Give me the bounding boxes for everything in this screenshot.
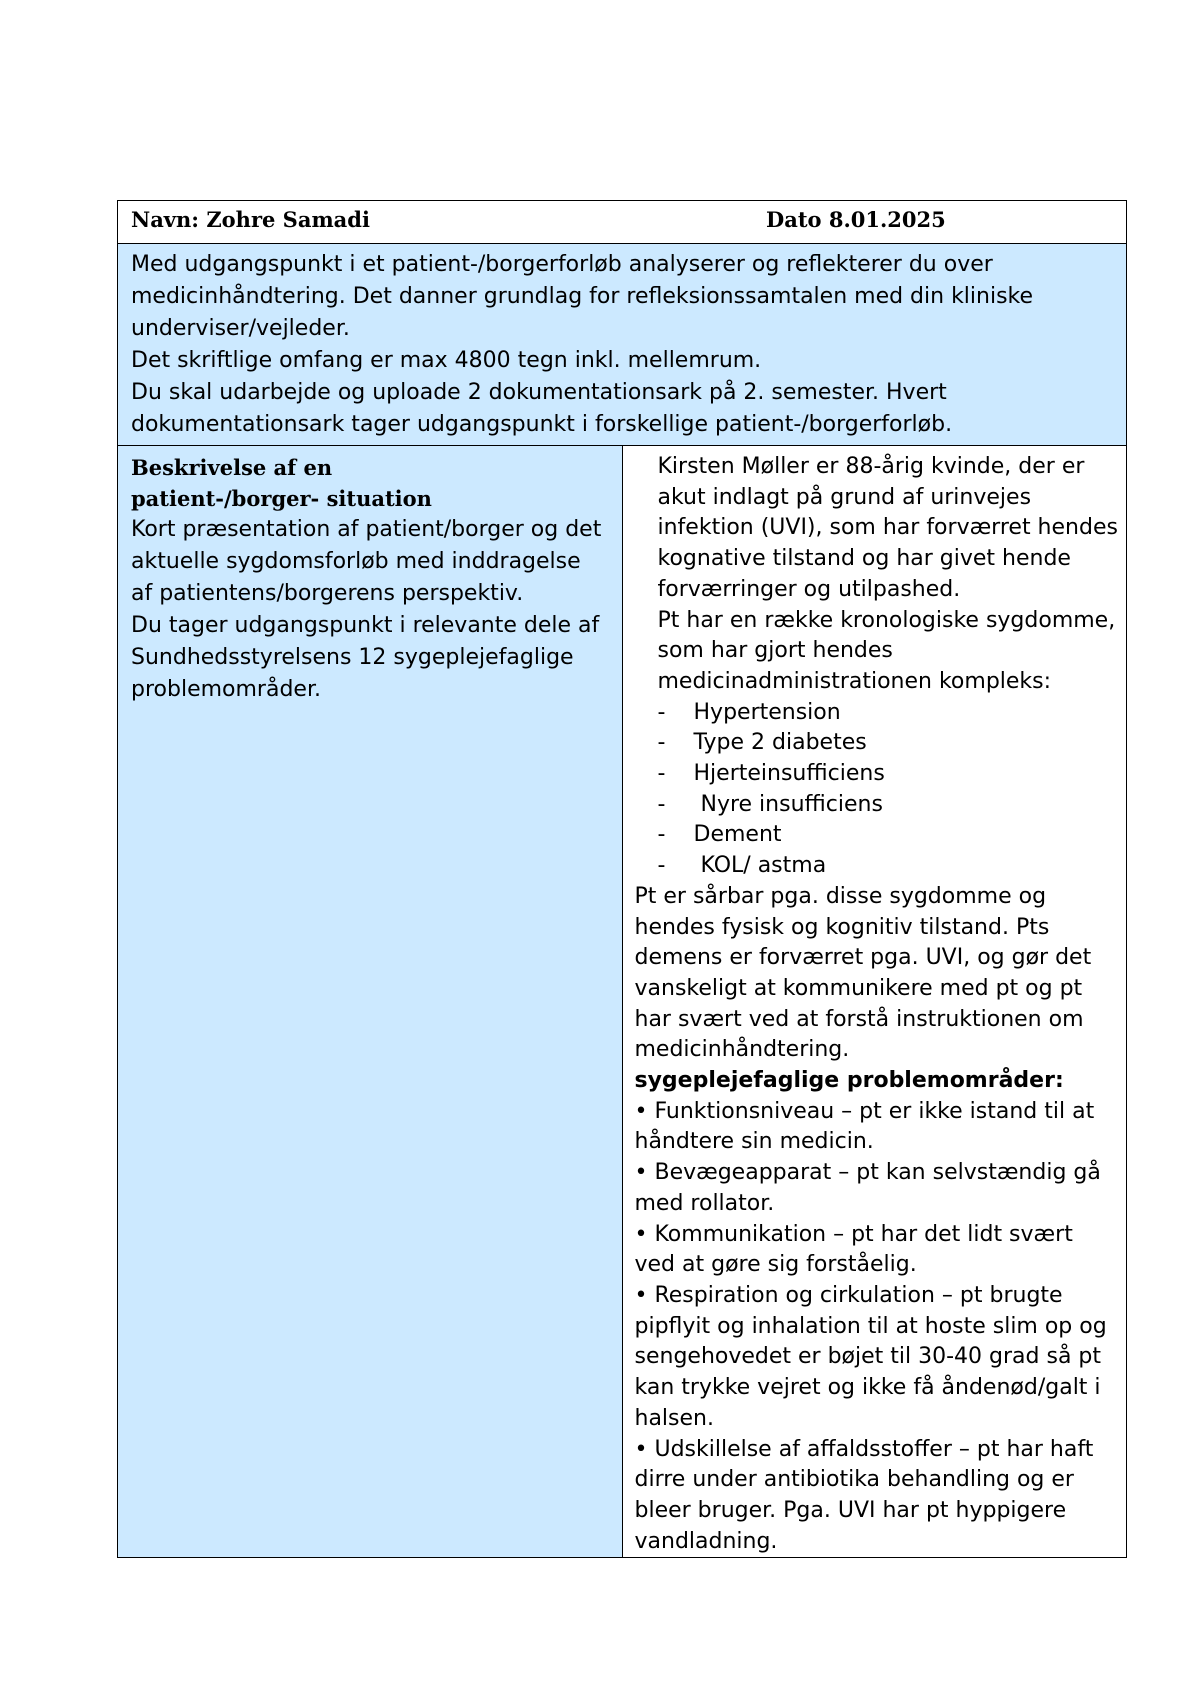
disease-label: Hypertension <box>693 699 841 725</box>
list-item <box>658 851 1119 882</box>
disease-list <box>635 698 1119 882</box>
disease-label: KOL/ astma <box>693 853 827 879</box>
intro-cell <box>118 244 1127 446</box>
dash-bullet: - <box>657 730 666 756</box>
section-heading-line: patient-/borger- situation <box>131 486 432 511</box>
list-item <box>658 820 1119 851</box>
problem-item: • Respiration og cirkulation – pt brugte pipflyit og inhalation til at hoste slim op og sengehovedet er bøjet til 30-40 grad så pt kan trykke vejret og ikke få åndenød/galt i halsen. <box>634 1282 1107 1431</box>
header-cell <box>118 201 1127 244</box>
problems-heading: sygeplejefaglige problemområder: <box>634 1068 1064 1094</box>
dash-bullet: - <box>657 822 666 848</box>
problem-item: • Kommunikation – pt har det lidt svært ved at gøre sig forståelig. <box>634 1221 1073 1278</box>
intro-paragraph: Du skal udarbejde og uploade 2 dokumentationsark på 2. semester. Hvert dokumentationsark tager udgangspunkt i forskellige patient-/borgerforløb. <box>131 380 953 437</box>
intro-row <box>118 244 1127 446</box>
list-item <box>658 790 1119 821</box>
disease-label: Type 2 diabetes <box>693 730 867 756</box>
list-item <box>658 759 1119 790</box>
intro-paragraph: Det skriftlige omfang er max 4800 tegn inkl. mellemrum. <box>131 348 762 373</box>
diseases-intro: Pt har en række kronologiske sygdomme, som har gjort hendes medicinadministrationen kompleks: <box>657 607 1116 694</box>
dash-bullet: - <box>657 761 666 787</box>
prompt-paragraph: Du tager udgangspunkt i relevante dele af Sundhedsstyrelsens 12 sygeplejefaglige problemområder. <box>131 613 600 702</box>
disease-label: Dement <box>693 822 782 848</box>
dash-bullet: - <box>657 791 666 817</box>
dash-bullet: - <box>657 853 666 879</box>
vulnerability-paragraph: Pt er sårbar pga. disse sygdomme og hendes fysisk og kognitiv tilstand. Pts demens er forværret pga. UVI, og gør det vanskeligt at kommunikere med pt og pt har svært ved at forstå instruktionen om medicinhåndtering. <box>634 883 1092 1063</box>
header-row <box>118 201 1127 244</box>
content-row <box>118 446 1127 1558</box>
problem-item: • Bevægeapparat – pt kan selvstændig gå med rollator. <box>634 1160 1101 1216</box>
problem-item: • Udskillelse af affaldsstoffer – pt har haft dirre under antibiotika behandling og er bleer bruger. Pga. UVI har pt hyppigere vandladning. <box>634 1436 1094 1554</box>
disease-label: Hjerteinsufficiens <box>693 761 885 787</box>
dash-bullet: - <box>657 699 666 725</box>
prompt-paragraph: Kort præsentation af patient/borger og det aktuelle sygdomsforløb med inddragelse af patientens/borgerens perspektiv. <box>131 517 602 606</box>
list-item <box>658 728 1119 759</box>
disease-label: Nyre insufficiens <box>693 791 883 817</box>
section-heading-line: Beskrivelse af en <box>131 455 333 480</box>
problem-item: • Funktionsniveau – pt er ikke istand til at håndtere sin medicin. <box>634 1098 1095 1155</box>
list-item <box>658 698 1119 729</box>
name-field: Navn: Zohre Samadi <box>131 207 370 232</box>
patient-description-cell <box>622 446 1127 1558</box>
documentation-sheet-table <box>117 200 1127 1558</box>
intro-paragraph: Med udgangspunkt i et patient-/borgerforløb analyserer og reflekterer du over medicinhåndtering. Det danner grundlag for refleksionssamtalen med din kliniske underviser/vejleder. <box>131 252 1034 341</box>
patient-intro: Kirsten Møller er 88-årig kvinde, der er akut indlagt på grund af urinvejes infektion (UVI), som har forværret hendes kognative tilstand og har givet hende forværringer og utilpashed. <box>657 454 1118 602</box>
description-prompt-cell <box>118 446 623 1558</box>
section-heading <box>131 452 609 514</box>
date-field: Dato 8.01.2025 <box>766 207 946 232</box>
